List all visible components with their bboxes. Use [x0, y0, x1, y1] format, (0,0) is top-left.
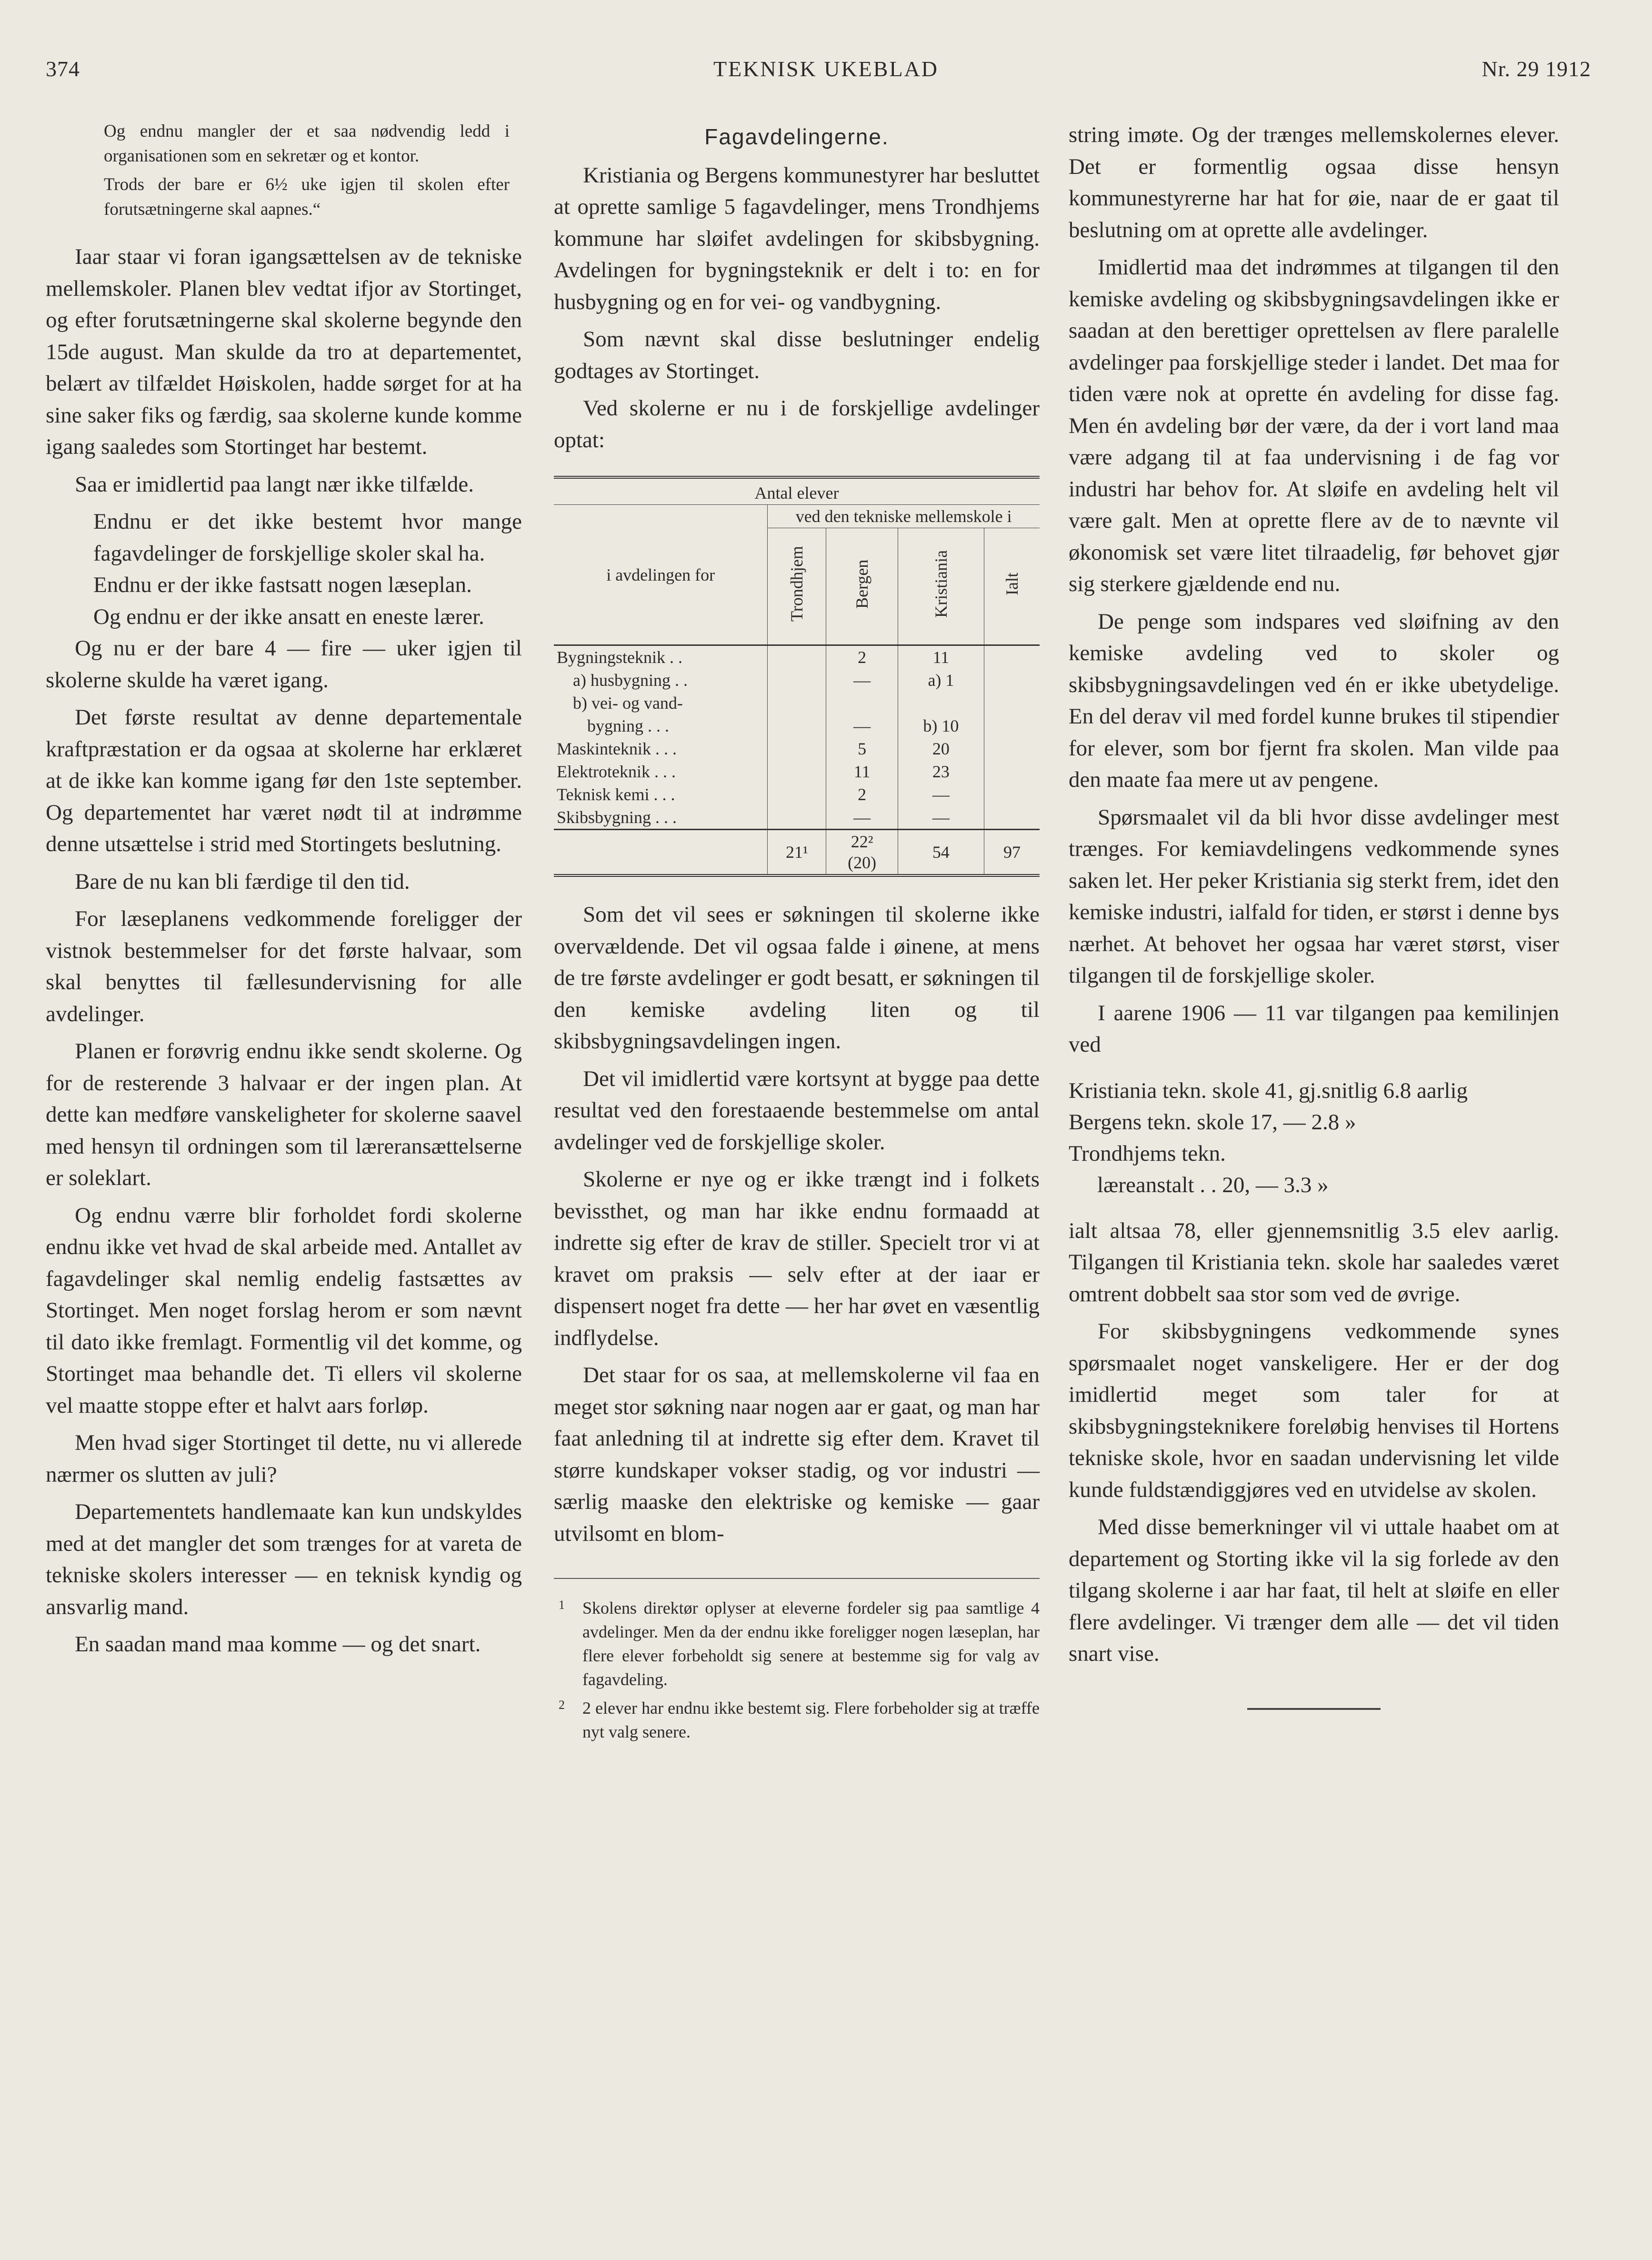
- cell-bergen: 2: [826, 645, 898, 669]
- cell-bergen: —: [826, 669, 898, 692]
- paragraph: Det staar for os saa, at mellemskolerne vil faa en meget stor søkning naar nogen aar er gaat, og man har faat anledning til at indrette sig efter dem. Kravet til større kundskaper vokser stadig, og vor industri — særlig maaske den elektriske og kemiske — gaar utvilsomt en blom-: [554, 1363, 1040, 1546]
- cell-ialt: [984, 737, 1040, 760]
- column-header: Kristiania: [931, 550, 951, 618]
- chemistry-intake-list: [1069, 1075, 1559, 1201]
- page-number: 374: [46, 57, 80, 81]
- table-row: [554, 714, 1040, 737]
- paragraph: Med disse bemerkninger vil vi uttale haabet om at departement og Storting ikke vil la sig forlede av den tilgang skolerne i aar har faat, til helt at sløife en eller flere avdelinger. Vi trænger dem alle — det vil tiden snart vise.: [1069, 1515, 1559, 1666]
- row-label: Teknisk kemi . . .: [557, 785, 675, 804]
- intake-line: Kristiania tekn. skole 41, gj.snitlig 6.8 aarlig: [1069, 1078, 1468, 1103]
- paragraph: Departementets handlemaate kan kun undskyldes med at det mangler det som trænges for at vareta de tekniske skolers interesser — en teknisk kyndig og ansvarlig mand.: [46, 1499, 522, 1619]
- cell-bergen: [826, 692, 898, 714]
- paragraph: Som det vil sees er søkningen til skolerne ikke overvældende. Det vil ogsaa falde i øinene, at mens de tre første avdelinger er godt besatt, er søkningen til den kemiske avdeling liten og til skibsbygningsavdelingen ingen.: [554, 902, 1040, 1054]
- cell-kristiania: a) 1: [898, 669, 984, 692]
- paragraph: Det vil imidlertid være kortsynt at bygge paa dette resultat ved den forestaaende bestemmelse om antal avdelinger ved de forskjellige skoler.: [554, 1066, 1040, 1155]
- cell-ialt: [984, 760, 1040, 783]
- row-label: b) vei- og vand-: [573, 693, 683, 713]
- group-header: ved den tekniske mellemskole i: [768, 505, 1040, 528]
- paragraph: Ved skolerne er nu i de forskjellige avdelinger optat:: [554, 396, 1040, 452]
- quote-paragraph: Trods der bare er 6½ uke igjen til skolen efter forutsætningerne skal aapnes.“: [104, 175, 510, 219]
- end-rule: [1247, 1708, 1381, 1710]
- cell-bergen: 5: [826, 737, 898, 760]
- column-right: [1069, 119, 1559, 1710]
- quote-paragraph: Og endnu mangler der et saa nødvendig ledd i organisationen som en sekretær og et kontor.: [104, 121, 510, 166]
- enrollment-table: [554, 476, 1040, 880]
- journal-title: TEKNISK UKEBLAD: [713, 57, 939, 81]
- cell-trondhjem: [768, 806, 826, 830]
- cell-bergen: 2: [826, 783, 898, 806]
- paragraph: Skolerne er nye og er ikke trængt ind i folkets bevissthet, og man har ikke endnu formaadd at indrette sig efter de krav de stiller. Specielt tror vi at kravet om praksis — selv efter at der iaar er dispensert noget fra dette — her har øvet en væsentlig indflydelse.: [554, 1167, 1040, 1350]
- footnote-mark: 2: [559, 1698, 565, 1712]
- table-caption: Antal elever: [554, 482, 1040, 505]
- cell-trondhjem: [768, 737, 826, 760]
- issue-label: Nr. 29 1912: [1482, 57, 1591, 81]
- paragraph: string imøte. Og der trænges mellemskolernes elever. Det er formentlig ogsaa disse hensyn kommunestyrerne har hat for øie, naar de er gaat til beslutning om at oprette alle avdelinger.: [1069, 122, 1559, 242]
- footnote-text: 2 elever har endnu ikke bestemt sig. Flere forbeholder sig at træffe nyt valg senere.: [582, 1698, 1040, 1741]
- cell-trondhjem: [768, 714, 826, 737]
- footnote-text: Skolens direktør oplyser at eleverne fordeler sig paa samtlige 4 avdelinger. Men da der endnu ikke foreligger nogen læseplan, har flere elever forbeholdt sig senere at bestemme sig for valg av fagavdeling.: [582, 1598, 1040, 1689]
- list-item: Endnu er der ikke fastsatt nogen læseplan.: [93, 573, 472, 597]
- section-heading: Fagavdelingerne.: [704, 124, 889, 149]
- paragraph: Kristiania og Bergens kommunestyrer har besluttet at oprette samlige 5 fagavdelinger, mens Trondhjems kommune har sløifet avdelingen for skibsbygning. Avdelingen for bygningsteknik er delt i to: en for husbygning og en for vei- og vandbygning.: [554, 162, 1040, 314]
- cell-ialt: [984, 783, 1040, 806]
- cell-kristiania: b) 10: [898, 714, 984, 737]
- table-row: [554, 669, 1040, 692]
- table-row: [554, 692, 1040, 714]
- cell-ialt: [984, 669, 1040, 692]
- column-header: Ialt: [1002, 573, 1022, 595]
- list-item: Og endnu er der ikke ansatt en eneste lærer.: [93, 604, 484, 629]
- intake-line: Bergens tekn. skole 17, — 2.8 »: [1069, 1109, 1356, 1135]
- cell-trondhjem: [768, 669, 826, 692]
- quote-block: [46, 119, 522, 222]
- cell-trondhjem: [768, 692, 826, 714]
- total-bergen-value: 22²: [851, 832, 873, 851]
- paragraph: Og endnu værre blir forholdet fordi skolerne endnu ikke vet hvad de skal arbeide med. Antallet av fagavdelinger skal nemlig endelig fastsættes av Stortinget. Men noget forslag herom er som nævnt til dato ikke fremlagt. Formentlig vil det komme, og Stortinget maa behandle det. Ti ellers vil skolerne vel maatte stoppe efter et halvt aars forløp.: [46, 1203, 522, 1418]
- paragraph: Imidlertid maa det indrømmes at tilgangen til den kemiske avdeling og skibsbygningsavdelingen ikke er saadan at den berettiger oprettelsen av flere paralelle avdelinger paa forskjellige steder i landet. Det maa for tiden være nok at oprette én avdeling for disse fag. Men én avdeling bør der være, da der i vort land maa være adgang til at faa undervisning i de fag vor industri har behov for. At sløife en avdeling helt vil være galt. Men at oprette flere av de to nævnte vil økonomisk set være litet tilraadelig, før behovet gjør sig sterkere gjældende end nu.: [1069, 255, 1559, 596]
- paragraph: Men hvad siger Stortinget til dette, nu vi allerede nærmer os slutten av juli?: [46, 1430, 522, 1487]
- total-bergen-note: (20): [848, 853, 877, 872]
- row-header: i avdelingen for: [554, 505, 768, 645]
- row-label: Elektroteknik . . .: [557, 762, 676, 781]
- paragraph: En saadan mand maa komme — og det snart.: [75, 1632, 481, 1657]
- row-label: bygning . . .: [587, 716, 670, 735]
- table-row: [554, 645, 1040, 669]
- column-left: [46, 119, 522, 1666]
- cell-trondhjem: [768, 760, 826, 783]
- row-label: Skibsbygning . . .: [557, 808, 677, 827]
- paragraph: Bare de nu kan bli færdige til den tid.: [75, 869, 410, 894]
- cell-ialt: [984, 692, 1040, 714]
- column-header: Trondhjem: [787, 546, 807, 622]
- cell-bergen: 11: [826, 760, 898, 783]
- table-row: [554, 783, 1040, 806]
- footnote: [554, 1596, 1040, 1691]
- table-row: [554, 737, 1040, 760]
- paragraph: I aarene 1906 — 11 var tilgangen paa kemilinjen ved: [1069, 1000, 1559, 1057]
- cell-kristiania: 23: [898, 760, 984, 783]
- paragraph: Iaar staar vi foran igangsættelsen av de tekniske mellemskoler. Planen blev vedtat ifjor av Stortinget, og efter forutsætningerne skal skolerne begynde den 15de august. Man skulde da tro at departementet, belært av tilfældet Høiskolen, hadde sørget for at ha sine saker fiks og færdig, saa skolerne kunde komme igang saaledes som Stortinget har bestemt.: [46, 244, 522, 459]
- paragraph: For læseplanens vedkommende foreligger der vistnok bestemmelser for det første halvaar, som skal benyttes til fællesundervisning for alle avdelinger.: [46, 906, 522, 1026]
- cell-bergen: —: [826, 806, 898, 830]
- footnotes: [554, 1578, 1040, 1744]
- row-label: Bygningsteknik . .: [557, 648, 683, 667]
- paragraph: Som nævnt skal disse beslutninger endelig godtages av Stortinget.: [554, 327, 1040, 383]
- paragraph: ialt altsaa 78, eller gjennemsnitlig 3.5 elev aarlig. Tilgangen til Kristiania tekn. skole har saaledes været omtrent dobbelt saa stor som ved de øvrige.: [1069, 1218, 1559, 1306]
- cell-ialt: [984, 806, 1040, 830]
- row-label: Maskinteknik . . .: [557, 739, 677, 758]
- cell-bergen: —: [826, 714, 898, 737]
- intake-line: Trondhjems tekn.: [1069, 1141, 1226, 1166]
- paragraph: Spørsmaalet vil da bli hvor disse avdelinger mest trænges. For kemiavdelingens vedkommende synes saken let. Her peker Kristiania sig sterkt frem, idet den kemiske industri, ialfald for tiden, er størst i denne bys nærhet. At behovet her ogsaa har været størst, viser tilgangen til de forskjellige skoler.: [1069, 804, 1559, 988]
- cell-kristiania: —: [898, 783, 984, 806]
- totals-label: [554, 830, 768, 876]
- column-header: Bergen: [852, 559, 872, 609]
- paragraph: Det første resultat av denne departementale kraftpræstation er da ogsaa at skolerne har erklæret at de ikke kan komme igang før den 1ste september. Og departementet har været nødt til at indrømme denne utsættelse i strid med Stortingets beslutning.: [46, 705, 522, 856]
- cell-ialt: [984, 645, 1040, 669]
- cell-kristiania: [898, 692, 984, 714]
- footnote-mark: 1: [559, 1598, 565, 1612]
- total-trondhjem: 21¹: [768, 830, 826, 876]
- table-row: [554, 806, 1040, 830]
- cell-kristiania: 11: [898, 645, 984, 669]
- cell-ialt: [984, 714, 1040, 737]
- cell-trondhjem: [768, 645, 826, 669]
- row-label: a) husbygning . .: [573, 671, 688, 690]
- cell-kristiania: 20: [898, 737, 984, 760]
- paragraph: For skibsbygningens vedkommende synes spørsmaalet noget vanskeligere. Her er der dog imidlertid meget som taler for at skibsbygningsteknikere foreløbig henvises til Hortens tekniske skole, hvor en saadan undervisning let vilde kunde fuldstændiggjøres ved en utvidelse av skolen.: [1069, 1319, 1559, 1502]
- total-kristiania: 54: [898, 830, 984, 876]
- footnote: [554, 1696, 1040, 1744]
- total-bergen: [826, 830, 898, 876]
- paragraph: De penge som indspares ved sløifning av den kemiske avdeling ved to skoler og skibsbygningsavdelingen ved én er ikke ubetydelige. En del derav vil med fordel kunne brukes til stipendier for elever, som bor fjernt fra skolen. Man vilde paa den maate faa mere ut av pengene.: [1069, 609, 1559, 792]
- paragraph: Planen er forøvrig endnu ikke sendt skolerne. Og for de resterende 3 halvaar er der ingen plan. At dette kan medføre vanskeligheter for skolerne saavel med hensyn til ordningen som til læreransættelserne er soleklart.: [46, 1039, 522, 1190]
- total-ialt: 97: [984, 830, 1040, 876]
- column-middle: [554, 119, 1040, 1748]
- deficiency-list: [46, 506, 522, 633]
- paragraph: Saa er imidlertid paa langt nær ikke tilfælde.: [75, 472, 474, 497]
- paragraph: Og nu er der bare 4 — fire — uker igjen til skolerne skulde ha været igang.: [46, 636, 522, 693]
- cell-kristiania: —: [898, 806, 984, 830]
- intake-line: læreanstalt . . 20, — 3.3 »: [1097, 1172, 1329, 1197]
- cell-trondhjem: [768, 783, 826, 806]
- table-row: [554, 760, 1040, 783]
- list-item: Endnu er det ikke bestemt hvor mange fagavdelinger de forskjellige skoler skal ha.: [93, 509, 522, 566]
